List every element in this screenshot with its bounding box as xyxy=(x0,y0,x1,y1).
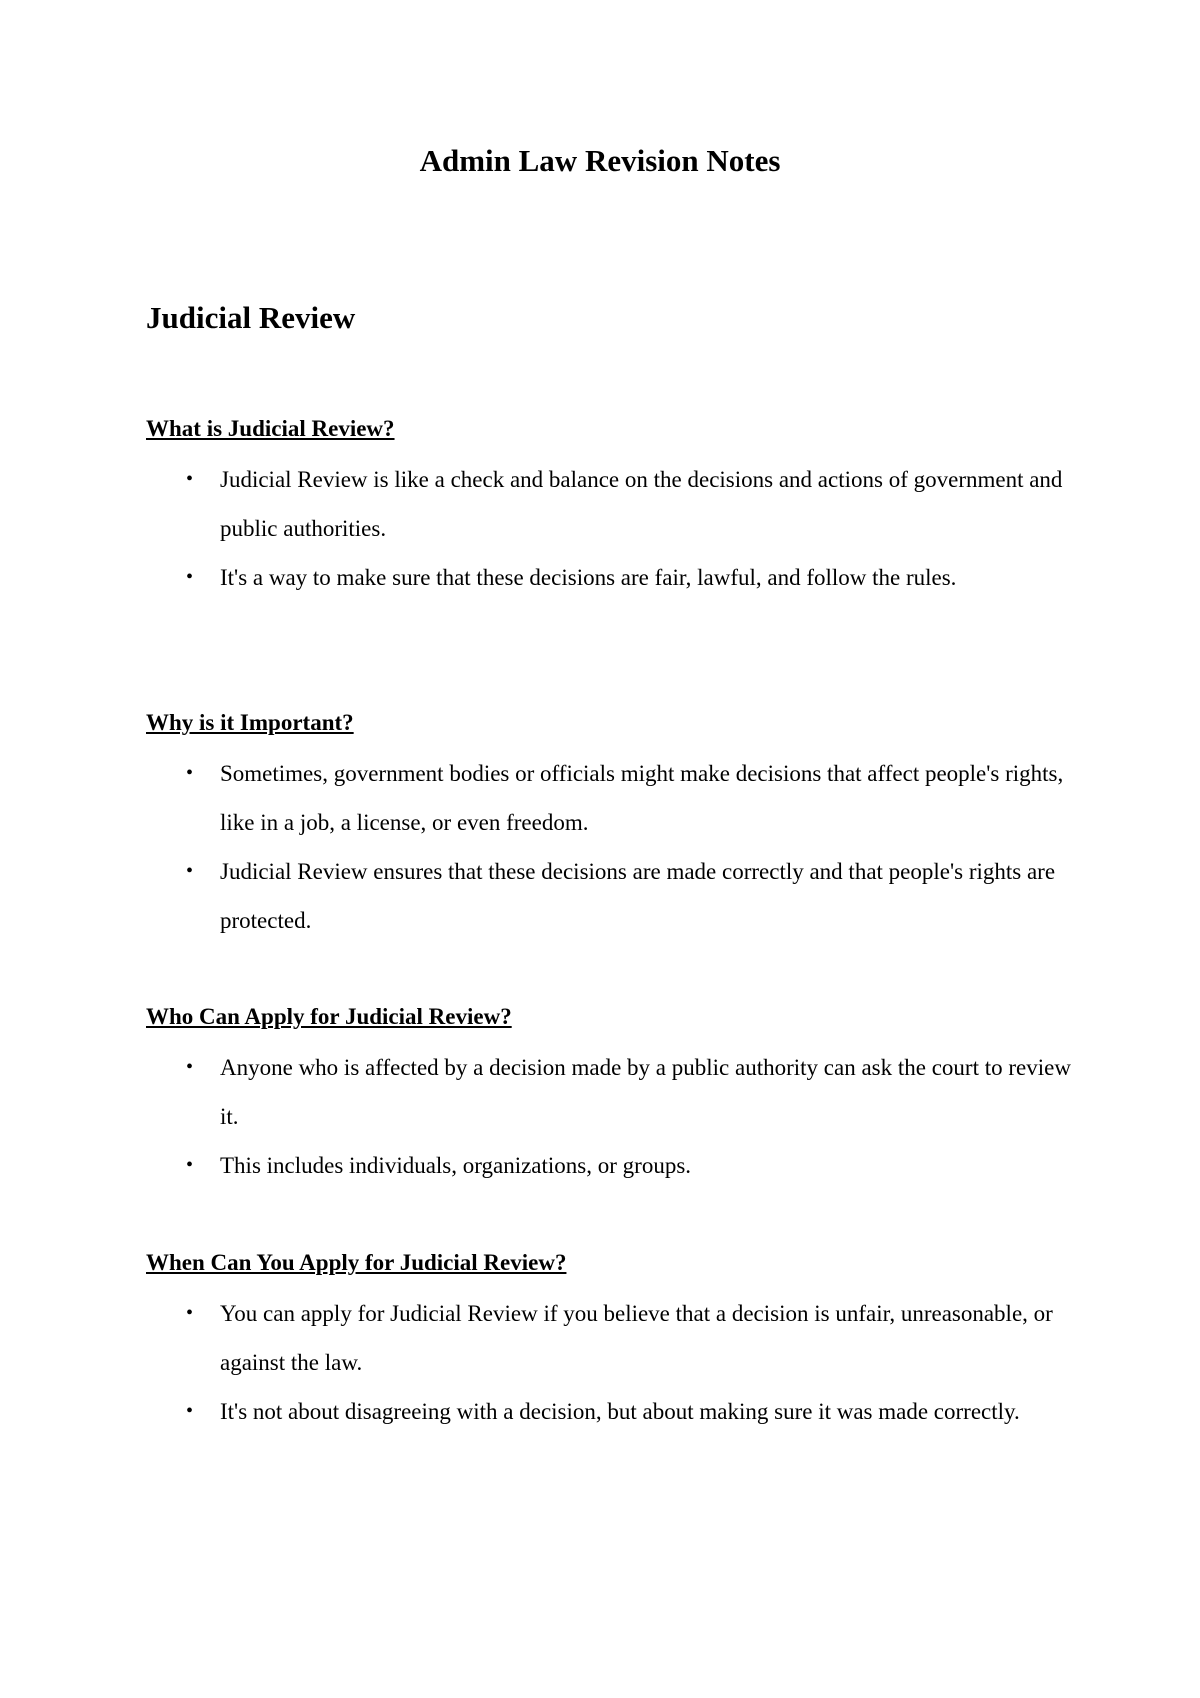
list-item-text: It's a way to make sure that these decisions are fair, lawful, and follow the rules. xyxy=(220,565,957,590)
list-item-text: Anyone who is affected by a decision made by a public authority can ask the court to review it. xyxy=(220,1055,1071,1129)
list-item-text: Judicial Review ensures that these decisions are made correctly and that people's rights are protected. xyxy=(220,859,1056,933)
list-item-text: It's not about disagreeing with a decision, but about making sure it was made correctly. xyxy=(220,1399,1020,1424)
section-heading: Why is it Important? xyxy=(146,710,354,735)
section-when-can-you-apply xyxy=(146,1247,1086,1436)
bullet-icon: • xyxy=(186,566,194,588)
section-who-can-apply xyxy=(146,1001,1086,1190)
bullet-icon: • xyxy=(186,762,194,784)
section-what-is-judicial-review xyxy=(146,413,1086,602)
list-item xyxy=(146,455,1086,553)
bullet-icon: • xyxy=(186,1056,194,1078)
bullet-icon: • xyxy=(186,468,194,490)
list-item xyxy=(146,1043,1086,1141)
list-item xyxy=(146,749,1086,847)
list-item-text: This includes individuals, organizations, or groups. xyxy=(220,1153,692,1178)
list-item xyxy=(146,553,1086,602)
list-item-text: You can apply for Judicial Review if you believe that a decision is unfair, unreasonable, or against the law. xyxy=(220,1301,1053,1375)
document-title: Admin Law Revision Notes xyxy=(419,143,781,178)
bullet-icon: • xyxy=(186,860,194,882)
bullet-list xyxy=(146,1289,1086,1436)
section-heading: When Can You Apply for Judicial Review? xyxy=(146,1250,567,1275)
bullet-icon: • xyxy=(186,1154,194,1176)
list-item xyxy=(146,847,1086,945)
bullet-icon: • xyxy=(186,1302,194,1324)
list-item-text: Judicial Review is like a check and balance on the decisions and actions of government and public authorities. xyxy=(220,467,1063,541)
section-why-is-it-important xyxy=(146,707,1086,945)
list-item-text: Sometimes, government bodies or officials might make decisions that affect people's rights, like in a job, a license, or even freedom. xyxy=(220,761,1064,835)
section-heading: What is Judicial Review? xyxy=(146,416,395,441)
bullet-list xyxy=(146,1043,1086,1190)
list-item xyxy=(146,1289,1086,1387)
bullet-list xyxy=(146,749,1086,945)
bullet-list xyxy=(146,455,1086,602)
section-heading: Who Can Apply for Judicial Review? xyxy=(146,1004,512,1029)
chapter-heading: Judicial Review xyxy=(146,300,356,335)
bullet-icon: • xyxy=(186,1400,194,1422)
list-item xyxy=(146,1141,1086,1190)
list-item xyxy=(146,1387,1086,1436)
